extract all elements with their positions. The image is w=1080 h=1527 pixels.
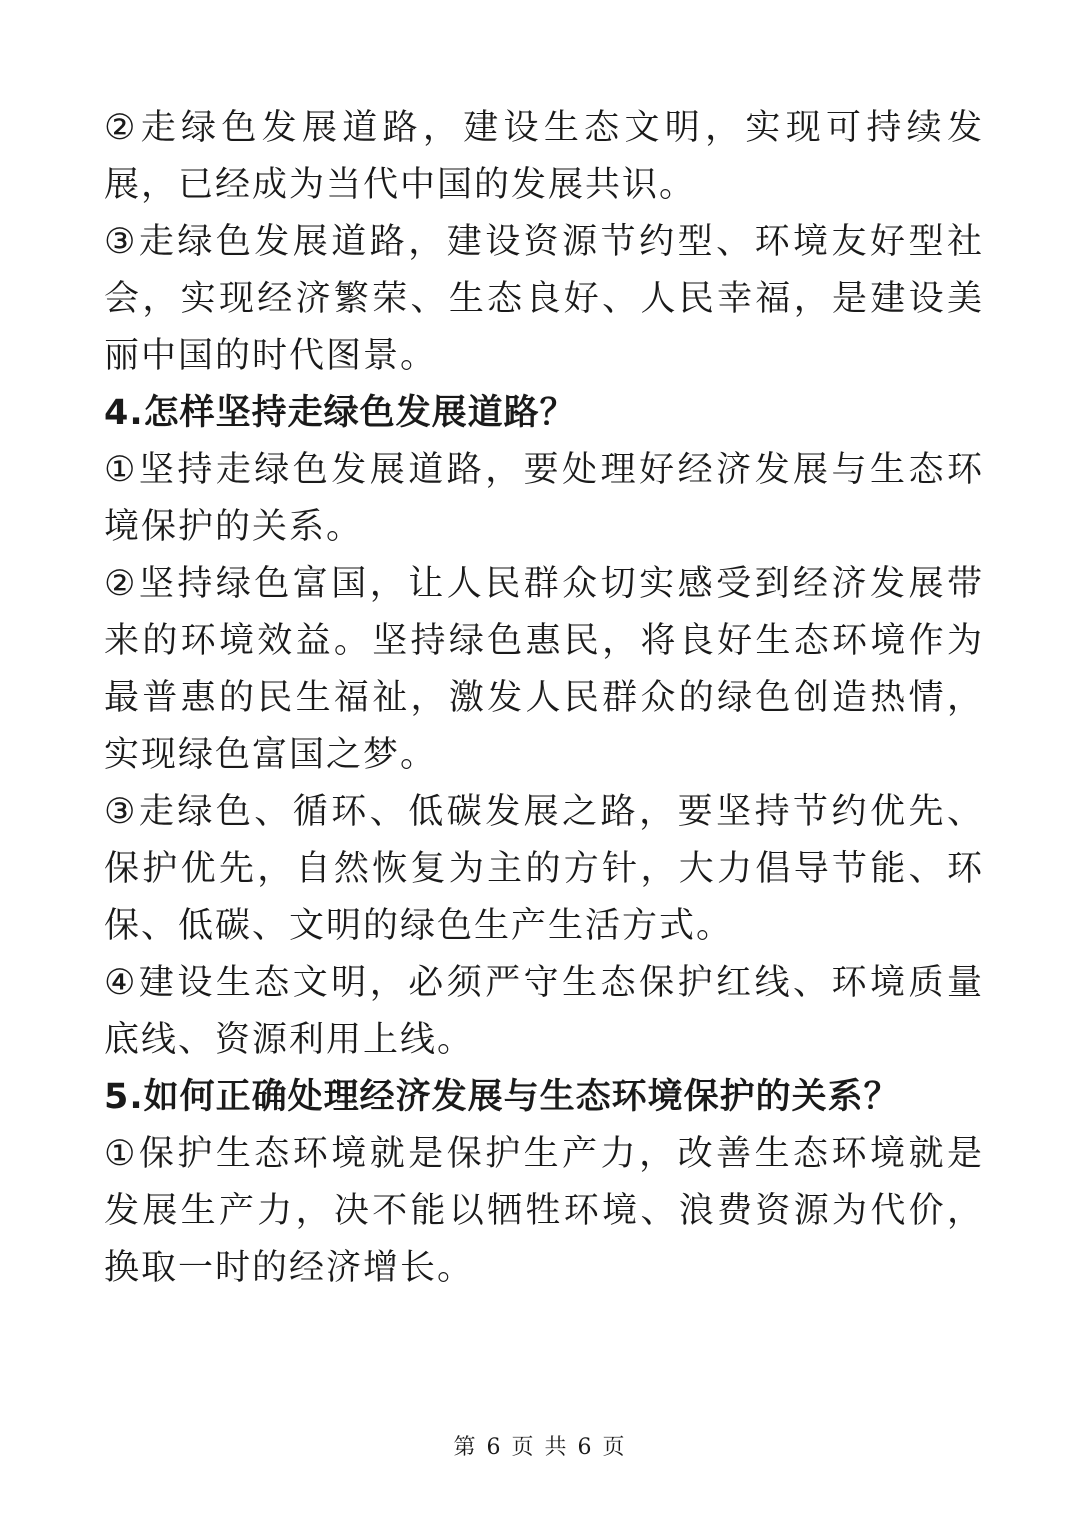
question-5-heading: 5.如何正确处理经济发展与生态环境保护的关系？ [104, 1077, 900, 1117]
document-body [104, 100, 984, 1297]
page-number-footer: 第 6 页 共 6 页 [453, 1435, 627, 1460]
q4-point-1: ①坚持走绿色发展道路，要处理好经济发展与生态环境保护的关系。 [104, 450, 984, 547]
point-2-green-path-consensus: ②走绿色发展道路，建设生态文明，实现可持续发展，已经成为当代中国的发展共识。 [104, 108, 984, 205]
point-3-green-path-vision: ③走绿色发展道路，建设资源节约型、环境友好型社会，实现经济繁荣、生态良好、人民幸福，是建设美丽中国的时代图景。 [104, 222, 984, 376]
q4-point-4: ④建设生态文明，必须严守生态保护红线、环境质量底线、资源利用上线。 [104, 963, 984, 1060]
q4-point-2: ②坚持绿色富国，让人民群众切实感受到经济发展带来的环境效益。坚持绿色惠民，将良好生态环境作为最普惠的民生福祉，激发人民群众的绿色创造热情，实现绿色富国之梦。 [104, 564, 984, 775]
question-4-heading: 4.怎样坚持走绿色发展道路？ [104, 393, 576, 433]
q4-point-3: ③走绿色、循环、低碳发展之路，要坚持节约优先、保护优先，自然恢复为主的方针，大力倡导节能、环保、低碳、文明的绿色生产生活方式。 [104, 792, 984, 946]
q5-point-1: ①保护生态环境就是保护生产力，改善生态环境就是发展生产力，决不能以牺牲环境、浪费资源为代价，换取一时的经济增长。 [104, 1134, 984, 1288]
